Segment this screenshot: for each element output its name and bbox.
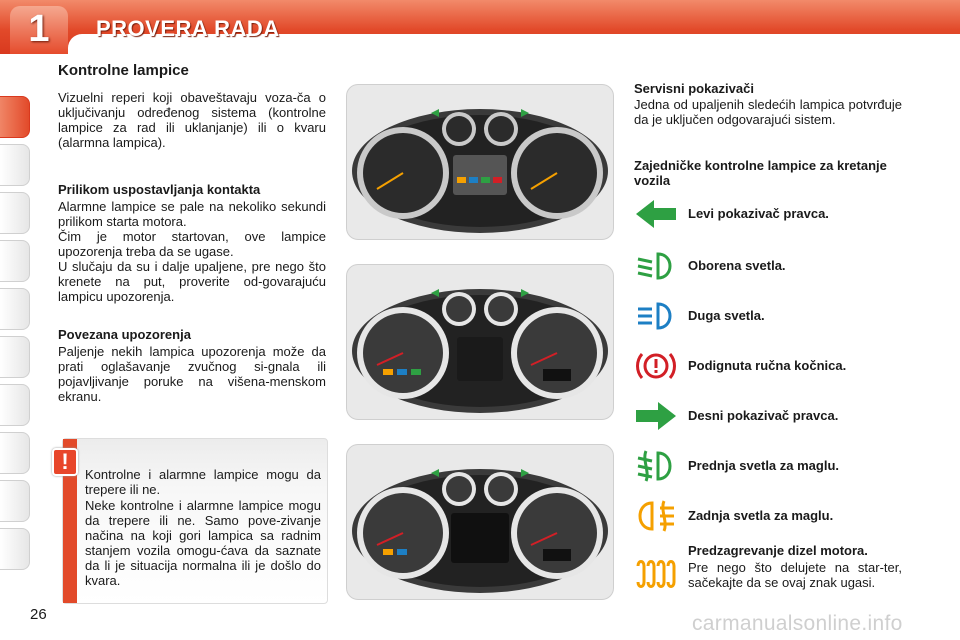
warning-icon: ! (52, 448, 78, 476)
indicator-parking-brake (634, 348, 924, 384)
watermark: carmanualsonline.info (692, 612, 903, 635)
front-fog-icon (634, 448, 678, 484)
common-heading: Zajedničke kontrolne lampice za kretanje vozila (634, 158, 887, 188)
diesel-text: Pre nego što delujete na star-ter, sačekajte da se ovaj znak ugasi. (688, 560, 902, 590)
indicator-low-beam (634, 248, 924, 284)
contact-heading: Prilikom uspostavljanja kontakta (58, 182, 261, 197)
side-tab[interactable] (0, 144, 30, 186)
service-heading: Servisni pokazivači (634, 81, 754, 96)
indicator-label: Prednja svetla za maglu. (688, 458, 840, 473)
diesel-preheat-icon (634, 556, 678, 592)
indicator-front-fog (634, 448, 924, 484)
contact-paragraph-3: U slučaju da su i dalje upaljene, pre nego što krenete na put, proverite od-govarajuću lampicu upozorenja. (58, 259, 326, 304)
contact-paragraph-1: Alarmne lampice se pale na nekoliko sekundi prilikom starta motora. (58, 199, 326, 229)
side-tab[interactable] (0, 432, 30, 474)
note-paragraph-1: Kontrolne i alarmne lampice mogu da trepere ili ne. (85, 467, 321, 497)
instrument-cluster-image-2 (346, 264, 614, 420)
linked-heading: Povezana upozorenja (58, 327, 191, 342)
chapter-side-tabs (0, 64, 34, 584)
section-title: Kontrolne lampice (58, 62, 189, 79)
side-tab[interactable] (0, 240, 30, 282)
left-arrow-icon (634, 196, 678, 232)
indicator-right-turn (634, 398, 924, 434)
indicator-label: Desni pokazivač pravca. (688, 408, 839, 423)
indicator-label: Duga svetla. (688, 308, 765, 323)
indicator-label: Podignuta ručna kočnica. (688, 358, 847, 373)
side-tab-active[interactable] (0, 96, 30, 138)
low-beam-icon (634, 248, 678, 284)
note-paragraph-2: Neke kontrolne i alarmne lampice mogu da trepere ili ne. Samo pove-zivanje načina na koji gori lampica sa radnim stanjem vozila omogu-ćava da saznate da li je situacija normalna ili je došlo do kvara. (85, 498, 321, 588)
side-tab[interactable] (0, 336, 30, 378)
diesel-heading: Predzagrevanje dizel motora. (688, 543, 868, 558)
note-box (62, 438, 328, 604)
indicator-high-beam (634, 298, 924, 334)
chapter-tab (10, 6, 68, 54)
side-tab[interactable] (0, 192, 30, 234)
chapter-number: 1 (28, 8, 50, 50)
indicator-label: Oborena svetla. (688, 258, 786, 273)
instrument-cluster-image-1 (346, 84, 614, 240)
side-tab[interactable] (0, 480, 30, 522)
indicator-label: Levi pokazivač pravca. (688, 206, 829, 221)
intro-text: Vizuelni reperi koji obaveštavaju voza-ča o uključivanju određenog sistema (kontrolne lampice za rad ili uklanjanje) ili o kvaru (alarmna lampica). (58, 90, 326, 150)
linked-paragraph: Paljenje nekih lampica upozorenja može da prati oglašavanje zvučnog si-gnala ili pojavljivanje poruke na višena-menskom ekranu. (58, 344, 326, 404)
indicator-rear-fog (634, 498, 924, 534)
parking-brake-icon (634, 348, 678, 384)
instrument-cluster-image-3 (346, 444, 614, 600)
side-tab[interactable] (0, 528, 30, 570)
side-tab[interactable] (0, 288, 30, 330)
indicator-left-turn (634, 196, 924, 232)
rear-fog-icon (634, 498, 678, 534)
side-tab[interactable] (0, 384, 30, 426)
page-title: PROVERA RADA (96, 16, 280, 41)
indicator-label: Zadnja svetla za maglu. (688, 508, 834, 523)
contact-paragraph-2: Čim je motor startovan, ove lampice upozorenja treba da se ugase. (58, 229, 326, 259)
service-text: Jedna od upaljenih sledećih lampica potvrđuje da je uključen odgovarajući sistem. (634, 97, 902, 127)
page-number: 26 (30, 606, 47, 623)
high-beam-icon (634, 298, 678, 334)
right-arrow-icon (634, 398, 678, 434)
